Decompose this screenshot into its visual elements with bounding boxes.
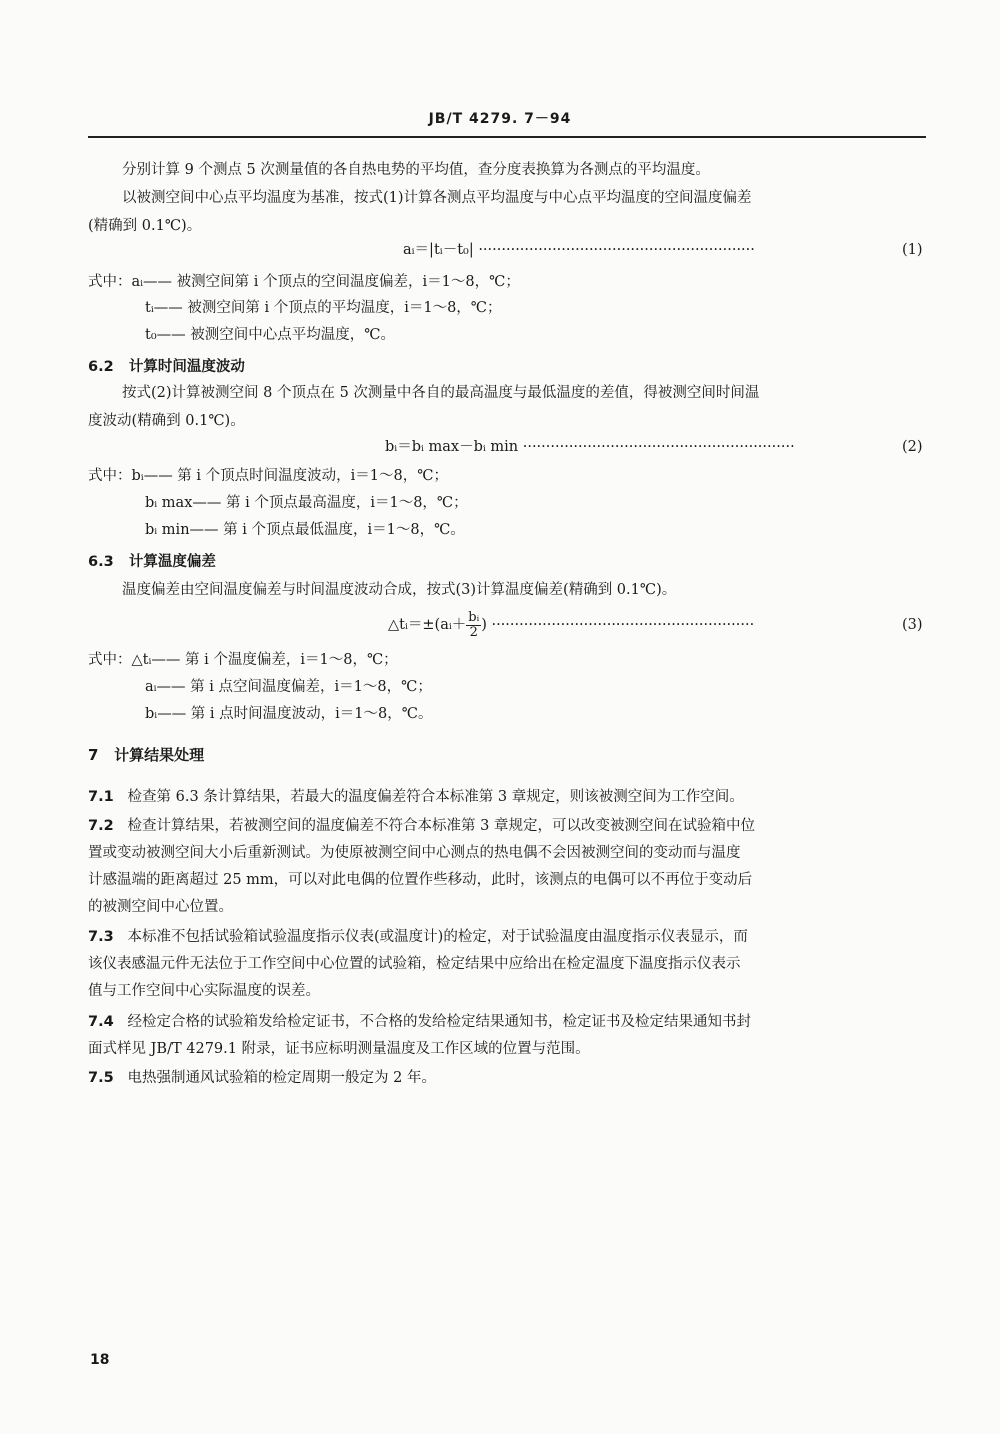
paragraph: 按式(2)计算被测空间 8 个顶点在 5 次测量中各自的最高温度与最低温度的差值，得被测空间时间温	[122, 385, 760, 401]
where-line: 式中：bᵢ—— 第 i 个顶点时间温度波动，i＝1～8，℃；	[88, 468, 448, 484]
formula-3-lhs: △tᵢ＝±(aᵢ＋	[388, 617, 467, 633]
clause-number: 7.5	[88, 1070, 114, 1086]
clause-7-4	[88, 1012, 751, 1032]
clause-7-2	[88, 816, 755, 836]
section-title: 计算温度偏差	[128, 554, 216, 570]
formula-1-number: (1)	[902, 242, 923, 258]
paragraph: 该仪表感温元件无法位于工作空间中心位置的试验箱，检定结果中应给出在检定温度下温度指示仪表示	[88, 956, 741, 972]
paragraph: 分别计算 9 个测点 5 次测量值的各自热电势的平均值，查分度表换算为各测点的平均温度。	[122, 162, 710, 178]
clause-7-3	[88, 927, 748, 947]
clause-text: 电热强制通风试验箱的检定周期一般定为 2 年。	[127, 1070, 436, 1086]
clause-number: 7.3	[88, 929, 114, 945]
formula-1-expr: aᵢ＝|tᵢ－t₀|	[403, 242, 474, 258]
clause-number: 7.1	[88, 789, 114, 805]
paragraph: 以被测空间中心点平均温度为基准，按式(1)计算各测点平均温度与中心点平均温度的空间温度偏差	[122, 190, 752, 206]
clause-text: 经检定合格的试验箱发给检定证书，不合格的发给检定结果通知书，检定证书及检定结果通知书封	[127, 1014, 752, 1030]
formula-3-rhs: )	[481, 617, 487, 633]
clause-number: 7.4	[88, 1014, 114, 1030]
formula-2-number: (2)	[902, 439, 923, 455]
formula-1	[403, 240, 755, 260]
where-line: 式中：△tᵢ—— 第 i 个温度偏差，i＝1～8，℃；	[88, 652, 398, 668]
where-line: t₀—— 被测空间中心点平均温度，℃。	[145, 327, 395, 343]
paragraph: 度波动(精确到 0.1℃)。	[88, 413, 245, 429]
section-number: 7	[88, 746, 99, 764]
clause-text: 检查计算结果，若被测空间的温度偏差不符合本标准第 3 章规定，可以改变被测空间在试验箱中位	[127, 818, 755, 834]
fraction-numerator: bᵢ	[468, 609, 480, 625]
paragraph: 温度偏差由空间温度偏差与时间温度波动合成，按式(3)计算温度偏差(精确到 0.1℃)。	[122, 582, 677, 598]
clause-number: 7.2	[88, 818, 114, 834]
section-7-heading	[88, 745, 204, 765]
formula-3-number: (3)	[902, 617, 923, 633]
leader-dots: ···························································	[522, 439, 795, 455]
section-title: 计算结果处理	[114, 746, 205, 764]
clause-text: 本标准不包括试验箱试验温度指示仪表(或温度计)的检定，对于试验温度由温度指示仪表显示，而	[127, 929, 748, 945]
header-rule	[88, 136, 926, 138]
clause-text: 检查第 6.3 条计算结果，若最大的温度偏差符合本标准第 3 章规定，则该被测空间为工作空间。	[127, 789, 744, 805]
paragraph: 面式样见 JB/T 4279.1 附录，证书应标明测量温度及工作区域的位置与范围。	[88, 1041, 590, 1057]
paragraph: 计感温端的距离超过 25 mm，可以对此电偶的位置作些移动，此时，该测点的电偶可以不再位于变动后	[88, 872, 753, 888]
section-6-3-heading	[88, 552, 216, 572]
section-6-2-heading	[88, 357, 245, 377]
page-header: JB/T 4279. 7－94	[428, 111, 572, 127]
where-line: tᵢ—— 被测空间第 i 个顶点的平均温度，i＝1～8，℃；	[145, 300, 502, 316]
clause-7-5	[88, 1068, 436, 1088]
section-number: 6.3	[88, 554, 114, 570]
clause-7-1	[88, 787, 744, 807]
where-line: bᵢ—— 第 i 点时间温度波动，i＝1～8，℃。	[145, 706, 433, 722]
where-line: bᵢ min—— 第 i 个顶点最低温度，i＝1～8，℃。	[145, 522, 465, 538]
leader-dots: ····························································	[478, 242, 755, 258]
section-number: 6.2	[88, 359, 114, 375]
section-title: 计算时间温度波动	[128, 359, 245, 375]
where-line: aᵢ—— 第 i 点空间温度偏差，i＝1～8，℃；	[145, 679, 432, 695]
where-line: bᵢ max—— 第 i 个顶点最高温度，i＝1～8，℃；	[145, 495, 468, 511]
paragraph: 值与工作空间中心实际温度的误差。	[88, 983, 320, 999]
page-number: 18	[90, 1352, 110, 1368]
paragraph: 置或变动被测空间大小后重新测试。为使原被测空间中心测点的热电偶不会因被测空间的变动而与温度	[88, 845, 741, 861]
paragraph: 的被测空间中心位置。	[88, 899, 233, 915]
fraction-denominator: 2	[469, 624, 478, 640]
formula-2-expr: bᵢ＝bᵢ max－bᵢ min	[385, 439, 519, 455]
where-line: 式中：aᵢ—— 被测空间第 i 个顶点的空间温度偏差，i＝1～8，℃；	[88, 274, 520, 290]
formula-2	[385, 437, 795, 457]
formula-3	[388, 608, 754, 642]
paragraph: (精确到 0.1℃)。	[88, 218, 202, 234]
fraction	[466, 611, 481, 640]
leader-dots: ·························································	[491, 617, 755, 633]
